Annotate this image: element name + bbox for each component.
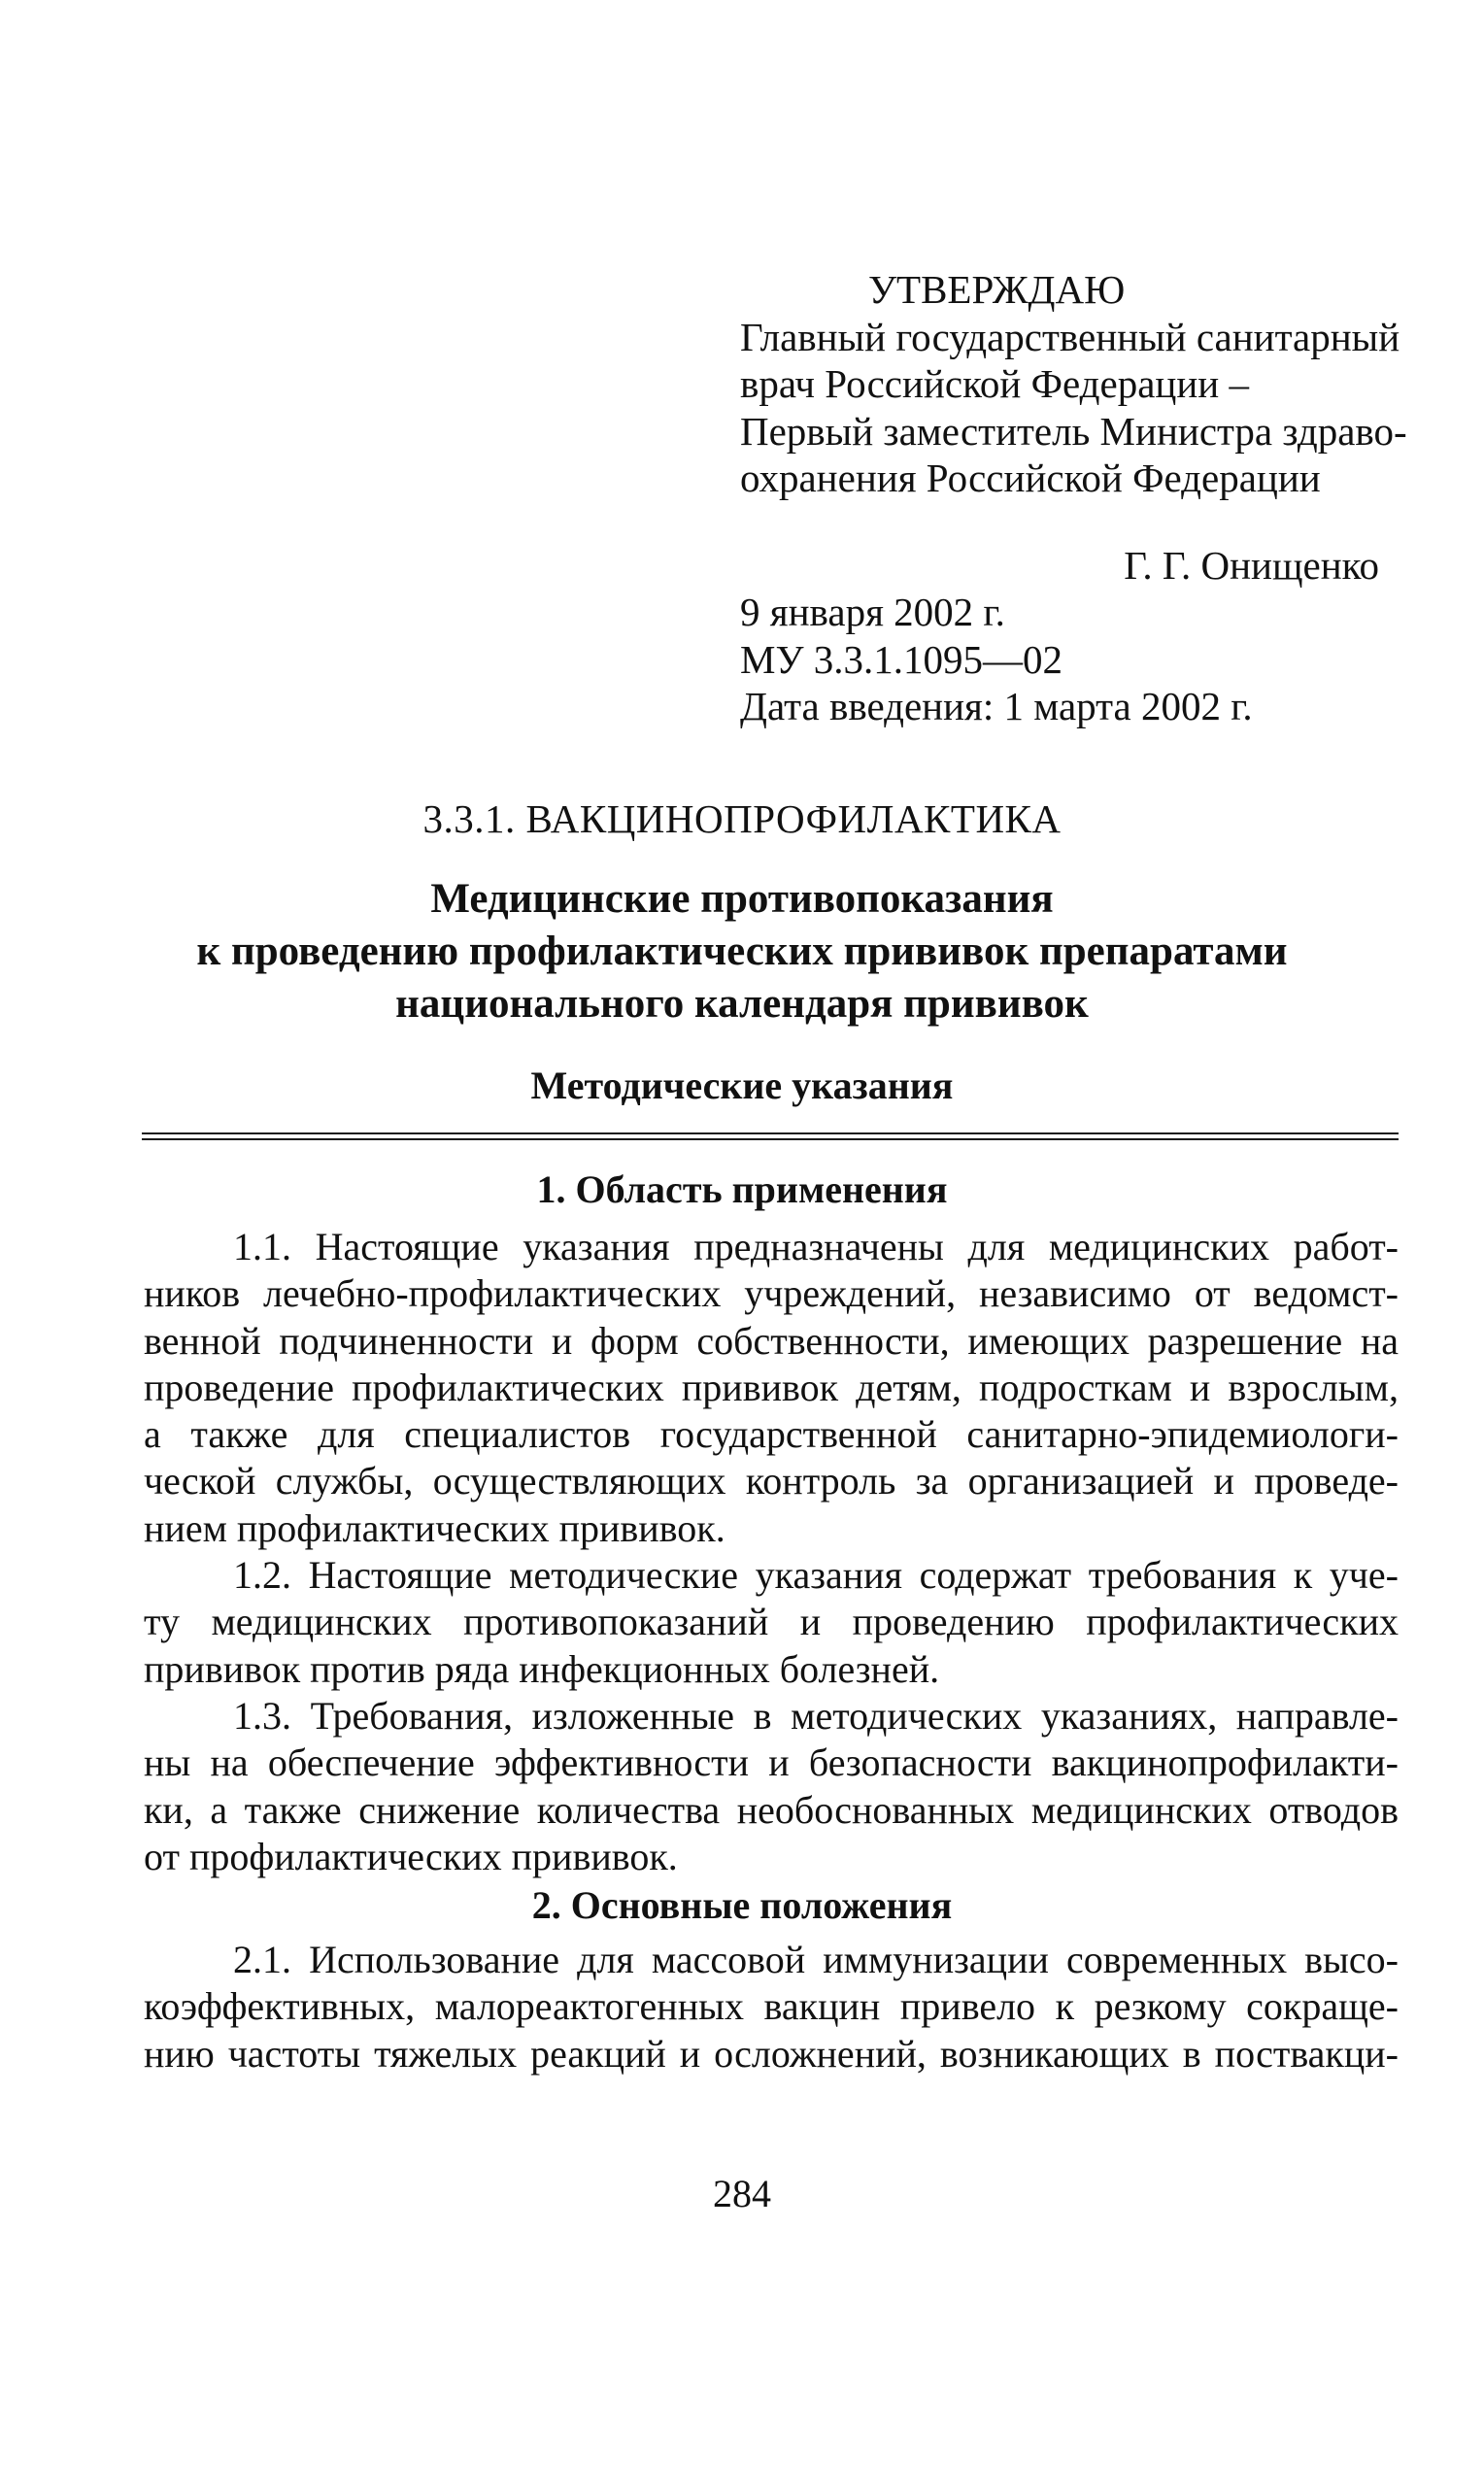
text-line: ту медицинских противопоказаний и проведению профилактических: [144, 1600, 1399, 1644]
text-line: прививок против ряда инфекционных болезней.: [144, 1646, 940, 1691]
approval-line: Первый заместитель Министра здраво-: [740, 408, 1407, 454]
text-line: 1.2. Настоящие методические указания содержат требования к уче-: [233, 1553, 1399, 1597]
text-line: а также для специалистов государственной санитарно-эпидемиологи-: [144, 1412, 1399, 1457]
effective-date: Дата введения: 1 марта 2002 г.: [740, 684, 1253, 728]
signatory-name: Г. Г. Онищенко: [1124, 543, 1379, 588]
page-number: 284: [713, 2172, 771, 2215]
text-line: нию частоты тяжелых реакций и осложнений, возникающих в поствакци-: [144, 2031, 1399, 2076]
text-line: ческой службы, осуществляющих контроль за организацией и проведе-: [144, 1459, 1399, 1503]
section-1-heading: 1. Область применения: [536, 1167, 948, 1211]
approval-line: охранения Российской Федерации: [740, 456, 1321, 500]
text-line: 1.1. Настоящие указания предназначены для медицинских работ-: [233, 1225, 1399, 1268]
document-number: МУ 3.3.1.1095—02: [740, 636, 1062, 682]
paragraph-1-2: [144, 1552, 1399, 1693]
approval-date: 9 января 2002 г.: [740, 590, 1005, 634]
approval-title: УТВЕРЖДАЮ: [868, 267, 1126, 312]
section-code: 3.3.1. ВАКЦИНОПРОФИЛАКТИКА: [422, 796, 1062, 841]
divider-rule: [142, 1132, 1399, 1134]
text-line: проведение профилактических прививок детям, подросткам и взрослым,: [144, 1365, 1399, 1409]
approval-line: врач Российской Федерации –: [740, 361, 1249, 406]
text-line: ки, а также снижение количества необоснованных медицинских отводов: [144, 1787, 1399, 1832]
text-line: 1.3. Требования, изложенные в методических указаниях, направле-: [233, 1694, 1399, 1738]
paragraph-2-1: [144, 1937, 1399, 2078]
text-line: ны на обеспечение эффективности и безопасности вакцинопрофилакти-: [144, 1740, 1399, 1785]
approval-block: [740, 266, 1407, 502]
document-meta: [740, 589, 1253, 730]
section-2-heading: 2. Основные положения: [531, 1883, 953, 1927]
title-line: к проведению профилактических прививок препаратами: [196, 929, 1288, 974]
text-line: нием профилактических прививок.: [144, 1505, 725, 1550]
title-line: национального календаря прививок: [395, 981, 1089, 1027]
text-line: венной подчиненности и форм собственности, имеющих разрешение на: [144, 1318, 1399, 1363]
document-title: [97, 873, 1387, 1030]
text-line: коэффективных, малореактогенных вакцин привело к резкому сокраще-: [144, 1984, 1399, 2029]
document-subtitle: Методические указания: [530, 1064, 954, 1107]
text-line: 2.1. Использование для массовой иммунизации современных высо-: [233, 1938, 1399, 1981]
paragraph-1-1: [144, 1224, 1399, 1552]
title-line: Медицинские противопоказания: [430, 876, 1054, 922]
paragraph-1-3: [144, 1693, 1399, 1880]
text-line: от профилактических прививок.: [144, 1834, 678, 1878]
text-line: ников лечебно-профилактических учреждений, независимо от ведомст-: [144, 1271, 1399, 1316]
approval-line: Главный государственный санитарный: [740, 314, 1400, 359]
divider-rule: [142, 1138, 1399, 1140]
